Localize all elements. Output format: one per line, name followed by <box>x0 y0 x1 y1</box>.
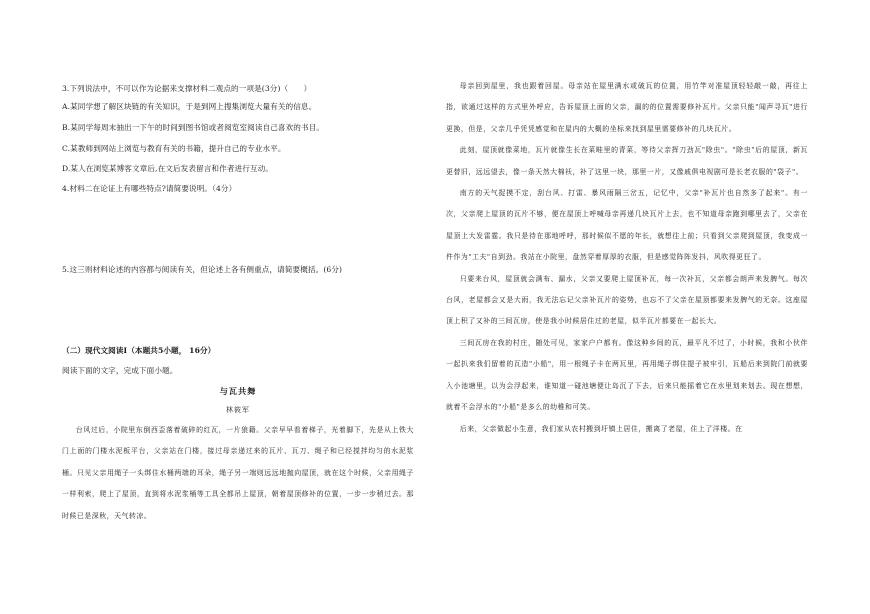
article-title: 与瓦共舞 <box>219 386 257 396</box>
article-paragraph: 南方的天气捉摸不定，刮台风、打雷、暴风雨隔三岔五，记忆中，父亲"补瓦片也自然多了起来"。有一次，父亲爬上屋顶的瓦片不够，便在屋顶上呼喊母亲再递几块瓦片上去，也不知道母亲跑到哪里去了，父亲在屋顶上大发雷霆。我只是待在那地呼呼，那时候似不愿的年长，就想往上前；只看到父亲爬到屋顶，我变成一件作为"工夫"自到劲。我站在小院里，盘然穿着厚厚的衣服，但是感觉阵阵发抖，风吹得更狂了。 <box>446 189 808 262</box>
article-paragraph-1-text: 台风过后，小院里东倒西歪落着破碎的红瓦，一片狼籍。父亲早早看着梯子，光着脚下，先是从上铁大门上面的门楼水泥板平台，父亲站在门楼，接过母亲递过来的瓦片、瓦刀、绳子和已经搅拌均匀的水泥浆桶。只见父亲用绳子一头绑住水桶两端的耳朵，绳子另一端则远远地抛向屋顶，就在这个时候，父亲用绳子一样利索，爬上了屋顶，直到将水泥浆桶等工具全都吊上屋顶，朝着屋顶修补的位置，一步一步稍过去。那时候已是深秋，天气转凉。 <box>62 426 414 520</box>
question-3-option-d: D.某人在浏览某博客文章后,在文后发表留言和作者进行互动。 <box>62 164 273 173</box>
article-author: 林筱军 <box>226 406 250 414</box>
section-instruction: 阅读下面的文字，完成下面小题。 <box>62 366 178 375</box>
article-paragraph: 三间瓦房在我的村庄，随处可见，家家户户都有。像这种乡间的瓦，最平凡不过了，小时候，我和小伙伴一起扒来我们留着的瓦造"小船"，用一根绳子卡在两瓦里，再用绳子绑住提子被牢引，瓦船后来到院门前就要入小池塘里，以为会浮起来，谁知道一碰池塘便让岛沉了下去，后来只能摇着它在水里划来划去。现在想想，就着不会浮水的"小船"是多么的幼稚和可笑。 <box>446 338 808 412</box>
article-paragraph: 只要来台风，屋顶就会满布、漏水，父亲又要爬上屋顶补瓦，每一次补瓦，父亲都会朗声来发脾气。每次台风，老屋都会又是大雨，我无法忘记父亲补瓦片的姿势，也忘不了父亲在屋顶都要来发脾气的无奈。这座屋顶上积了又补的三间瓦房，使是我小时候居住过的老屋，似半瓦片都要在一起长大。 <box>446 274 808 326</box>
question-4: 4.材料二在论证上有哪些特点?请简要说明。（4分） <box>62 184 237 193</box>
article-continuation <box>446 76 808 440</box>
question-3-option-b: B.某同学每周末抽出一下午的时间到图书馆或者阅览室阅读自己喜欢的书目。 <box>62 123 325 132</box>
question-5: 5.这三则材料论述的内容都与阅读有关，但论述上各有侧重点，请简要概括。(6分) <box>62 265 343 274</box>
question-3: 3.下列说法中，不可以作为论据来支撑材料二观点的一项是(3分)（ ） <box>62 84 312 93</box>
article-paragraph: 母亲回到屋里，我也跟着回屋。母亲站在屋里满水或破瓦的位置，用竹竿对准屋顶轻轻敲一敲，再往上指，欲通过这样的方式里外呼应，告诉屋顶上面的父亲，漏的的位置需要修补瓦片。父亲只能"闻声寻瓦"进行更换，但是，父亲几乎凭凭感觉和在屋内的大概的坐标来找到屋里需要修补的几块瓦片。 <box>446 82 808 133</box>
article-paragraph: 此刻，屋顶就像菜地，瓦片就像生长在菜畦里的青菜，等待父亲挥刀劲瓦"除虫"。"除虫"后的屋顶，新瓦更替旧，远远望去，像一条天然大棉袄，补了这里一块，那里一片，又像戚俱电视剧可是长老衣服的"袋子"。 <box>446 146 808 176</box>
section-heading: （二）现代文阅读Ⅰ（本题共5小题， 16分） <box>62 346 216 355</box>
article-paragraph-1 <box>62 420 414 527</box>
question-3-option-c: C.某教师到网站上浏览与教育有关的书籍，提升自己的专业水平。 <box>62 144 286 153</box>
question-3-option-a: A.某同学想了解区块链的有关知识，于是到网上搜集浏览大量有关的信息。 <box>62 102 317 111</box>
article-paragraph: 后来，父亲做起小生意，我们家从农村搬到圩镇上居住，搬离了老屋，住上了洋楼。在 <box>459 424 743 433</box>
